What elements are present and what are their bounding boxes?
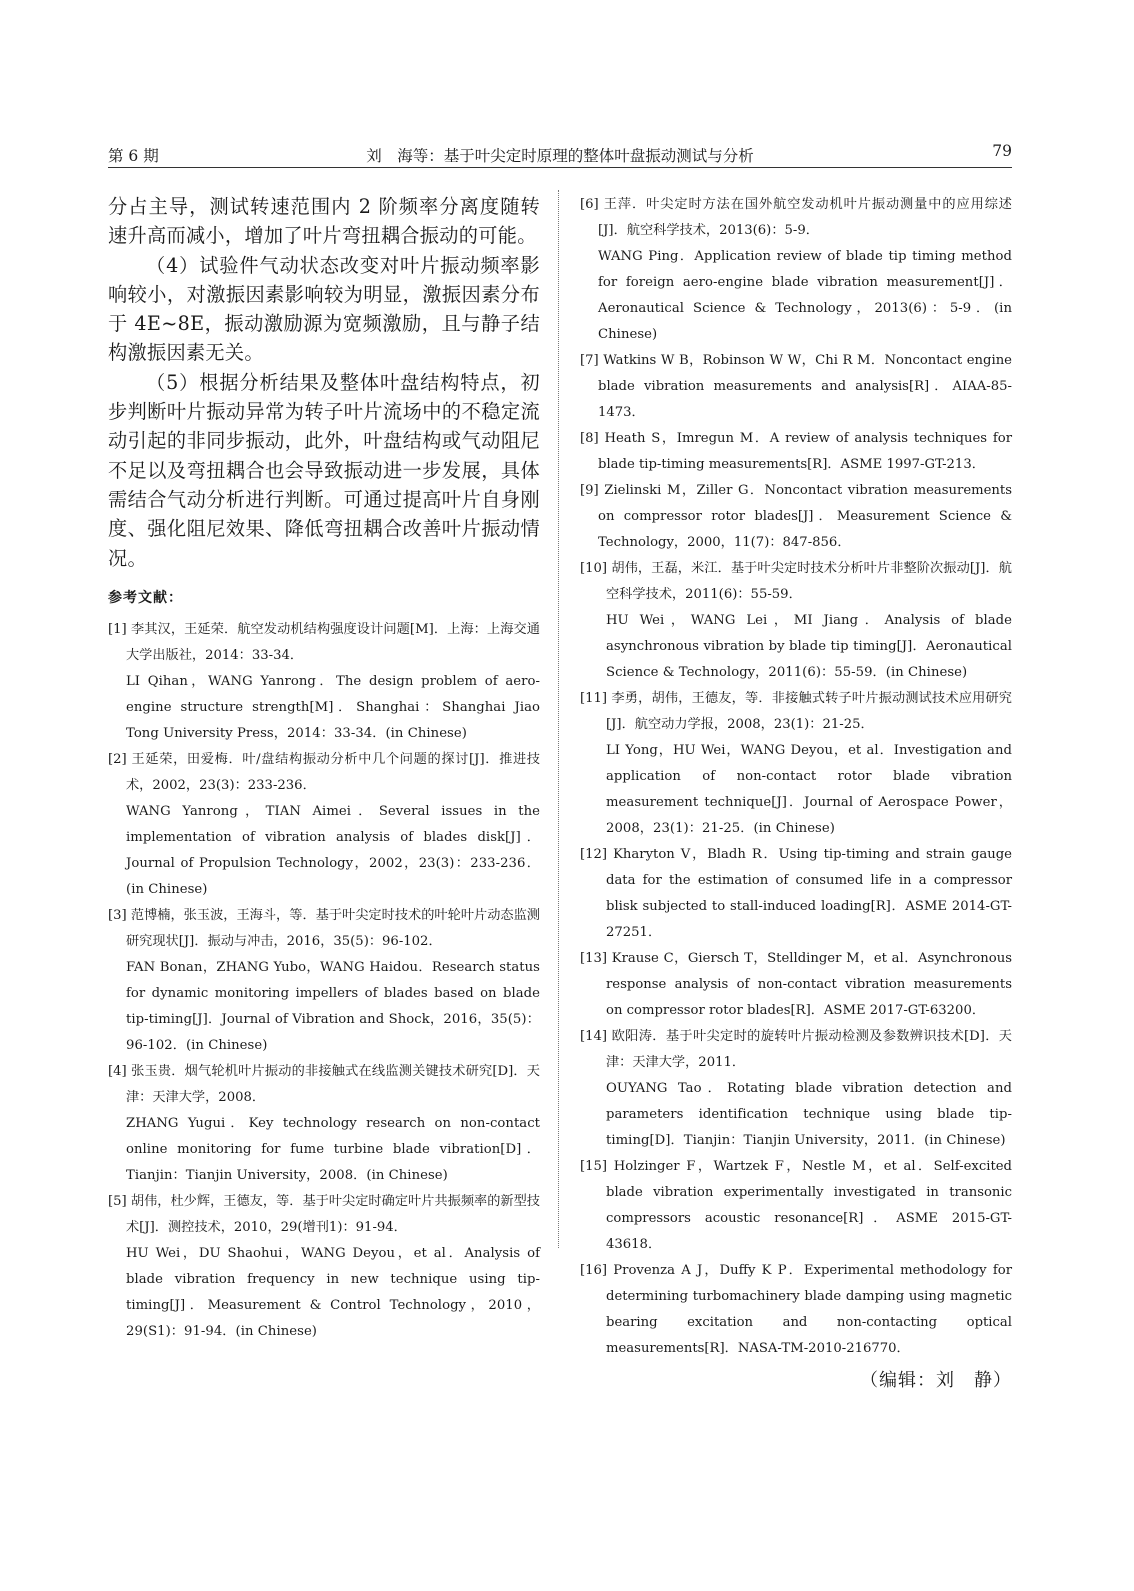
reference-en: LI Qihan，WANG Yanrong．The design problem of aero-engine structure strength[M]．Shanghai：Shanghai Jiao Tong University Press，2014：33-34．(in Chinese) xyxy=(126,673,540,741)
reference-zh: [10] 胡伟，王磊，米江．基于叶尖定时技术分析叶片非整阶次振动[J]．航空科学技术，2011(6)：55-59． xyxy=(580,561,1012,602)
reference-item xyxy=(580,946,1012,1024)
reference-zh: [8] Heath S，Imregun M．A review of analysis techniques for blade tip-timing measurements[R]．ASME 1997-GT-213． xyxy=(580,431,1012,472)
reference-item xyxy=(580,686,1012,842)
body-paragraph: （5）根据分析结果及整体叶盘结构特点，初步判断叶片振动异常为转子叶片流场中的不稳定流动引起的非同步振动，此外，叶盘结构或气动阻尼不足以及弯扭耦合也会导致振动进一步发展，具体需结合气动分析进行判断。可通过提高叶片自身刚度、强化阻尼效果、降低弯扭耦合改善叶片振动情况。 xyxy=(108,370,540,570)
reference-en: FAN Bonan，ZHANG Yubo，WANG Haidou．Research status for dynamic monitoring impellers of blades based on blade tip-timing[J]．Journal of Vibration and Shock，2016，35(5)：96-102．(in Chinese) xyxy=(126,959,540,1053)
reference-item xyxy=(580,1154,1012,1258)
reference-item xyxy=(580,842,1012,946)
reference-en: LI Yong，HU Wei，WANG Deyou，et al．Investigation and application of non-contact rotor blade vibration measurement technique[J]．Journal of Aerospace Power，2008，23(1)：21-25．(in Chinese) xyxy=(606,743,1012,836)
left-column xyxy=(108,192,540,1345)
reference-en: WANG Yanrong，TIAN Aimei．Several issues in the implementation of vibration analysis of blades disk[J]．Journal of Propulsion Technology，2002，23(3)：233-236．(in Chinese) xyxy=(126,803,540,897)
reference-item xyxy=(580,426,1012,478)
reference-zh: [15] Holzinger F，Wartzek F，Nestle M，et al．Self-excited blade vibration experimentally investigated in transonic compressors acoustic resonance[R]．ASME 2015-GT-43618． xyxy=(580,1159,1012,1252)
reference-zh: [11] 李勇，胡伟，王德友，等．非接触式转子叶片振动测试技术应用研究[J]．航空动力学报，2008，23(1)：21-25． xyxy=(580,691,1012,732)
reference-zh: [4] 张玉贵．烟气轮机叶片振动的非接触式在线监测关键技术研究[D]．天津：天津大学，2008． xyxy=(108,1063,540,1105)
reference-zh: [6] 王萍．叶尖定时方法在国外航空发动机叶片振动测量中的应用综述[J]．航空科学技术，2013(6)：5-9． xyxy=(580,197,1012,238)
reference-en: WANG Ping．Application review of blade tip timing method for foreign aero-engine blade vibration measurement[J]．Aeronautical Science & Technology，2013(6)：5-9．(in Chinese) xyxy=(598,249,1012,342)
running-header xyxy=(108,142,1012,166)
body-paragraph: 分占主导，测试转速范围内 2 阶频率分离度随转速升高而减小，增加了叶片弯扭耦合振动的可能。 xyxy=(108,195,540,248)
running-title: 刘 海等：基于叶尖定时原理的整体叶盘振动测试与分析 xyxy=(366,147,754,165)
reference-item xyxy=(580,348,1012,426)
reference-zh: [16] Provenza A J，Duffy K P．Experimental methodology for determining turbomachinery blade damping using magnetic bearing excitation and non-contacting optical measurements[R]．NASA-TM-2010-216770． xyxy=(580,1263,1012,1356)
reference-item xyxy=(580,1258,1012,1362)
reference-zh: [12] Kharyton V，Bladh R．Using tip-timing and strain gauge data for the estimation of consumed life in a compressor blisk subjected to stall-induced loading[R]．ASME 2014-GT-27251． xyxy=(580,847,1012,940)
column-separator xyxy=(558,190,559,1248)
reference-en: ZHANG Yugui．Key technology research on non-contact online monitoring for fume turbine blade vibration[D]．Tianjin：Tianjin University，2008．(in Chinese) xyxy=(126,1115,540,1183)
issue-number: 第 6 期 xyxy=(108,147,159,165)
references-heading: 参考文献： xyxy=(108,589,183,606)
reference-item xyxy=(108,1059,540,1189)
reference-en: OUYANG Tao．Rotating blade vibration detection and parameters identification technique using blade tip-timing[D]．Tianjin：Tianjin University，2011．(in Chinese) xyxy=(606,1081,1012,1148)
editor-credit: （编辑：刘 静） xyxy=(860,1370,1012,1391)
reference-item xyxy=(580,556,1012,686)
reference-item xyxy=(580,478,1012,556)
reference-zh: [2] 王延荣，田爱梅．叶/盘结构振动分析中几个问题的探讨[J]．推进技术，2002，23(3)：233-236． xyxy=(108,751,540,793)
reference-item xyxy=(108,747,540,903)
reference-zh: [9] Zielinski M，Ziller G．Noncontact vibration measurements on compressor rotor blades[J]．Measurement Science & Technology，2000，11(7)：847-856． xyxy=(580,483,1012,550)
reference-zh: [7] Watkins W B，Robinson W W，Chi R M．Noncontact engine blade vibration measurements and analysis[R]．AIAA-85-1473． xyxy=(580,353,1012,420)
reference-item xyxy=(108,617,540,747)
reference-zh: [14] 欧阳涛．基于叶尖定时的旋转叶片振动检测及参数辨识技术[D]．天津：天津大学，2011． xyxy=(580,1029,1012,1070)
reference-zh: [1] 李其汉，王延荣．航空发动机结构强度设计问题[M]．上海：上海交通大学出版社，2014：33-34． xyxy=(108,621,540,663)
reference-zh: [13] Krause C，Giersch T，Stelldinger M，et al．Asynchronous response analysis of non-contact vibration measurements on compressor rotor blades[R]．ASME 2017-GT-63200． xyxy=(580,951,1012,1018)
reference-zh: [3] 范博楠，张玉波，王海斗，等．基于叶尖定时技术的叶轮叶片动态监测研究现状[J]．振动与冲击，2016，35(5)：96-102． xyxy=(108,907,540,949)
reference-item xyxy=(108,1189,540,1345)
reference-item xyxy=(580,192,1012,348)
page-number: 79 xyxy=(992,142,1012,160)
body-paragraph: （4）试验件气动状态改变对叶片振动频率影响较小，对激振因素影响较为明显，激振因素分布于 4E~8E，振动激励源为宽频激励，且与静子结构激振因素无关。 xyxy=(108,253,540,365)
reference-en: HU Wei，DU Shaohui，WANG Deyou，et al．Analysis of blade vibration frequency in new technique using tip-timing[J]．Measurement & Control Technology，2010，29(S1)：91-94．(in Chinese) xyxy=(126,1245,540,1339)
right-column xyxy=(580,192,1012,1392)
reference-zh: [5] 胡伟，杜少辉，王德友，等．基于叶尖定时确定叶片共振频率的新型技术[J]．测控技术，2010，29(增刊1)：91-94． xyxy=(108,1193,540,1235)
reference-item xyxy=(108,903,540,1059)
reference-en: HU Wei，WANG Lei，MI Jiang．Analysis of blade asynchronous vibration by blade tip timing[J]．Aeronautical Science & Technology，2011(6)：55-59．(in Chinese) xyxy=(606,613,1012,680)
header-rule xyxy=(108,167,1012,168)
reference-item xyxy=(580,1024,1012,1154)
